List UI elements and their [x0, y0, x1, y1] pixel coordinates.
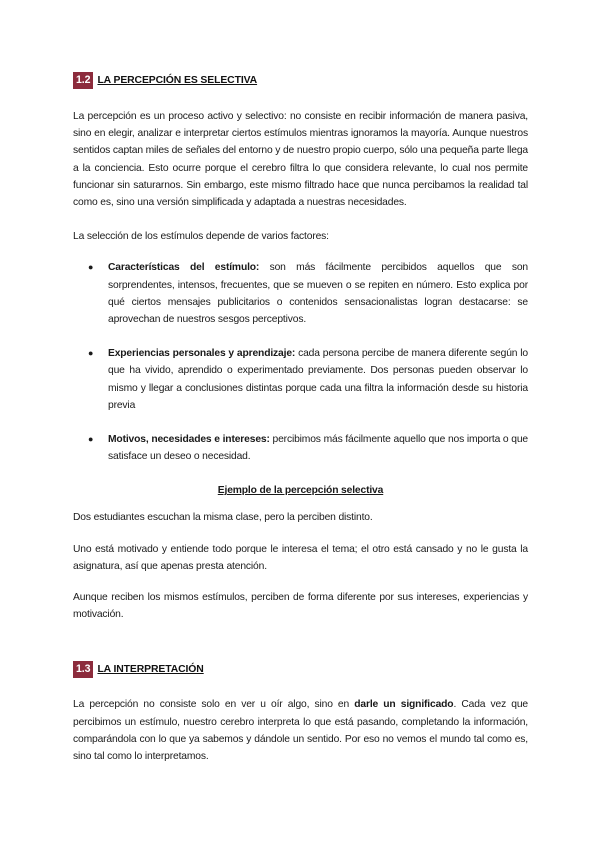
factor-text: cada persona percibe de manera diferente según lo que ha vivido, aprendido o experimentado previamente. Dos personas pueden observar lo mismo y llegar a conclusiones distintas porque cada una filtra la información desde su historia previa	[108, 348, 528, 411]
factor-term: Características del estímulo:	[108, 262, 260, 274]
example-paragraph: Dos estudiantes escuchan la misma clase, pero la perciben distinto.	[73, 512, 373, 524]
factor-text: son más fácilmente percibidos aquellos que son sorprendentes, intensos, frecuentes, que se mueven o se repiten en número. Esto explica por qué ciertos mensajes publicitarios o contenidos sensacionalistas logran destacarse: se aprovechan de nuestros sesgos perceptivos.	[108, 262, 528, 326]
text-run: . Cada vez que percibimos un estímulo, nuestro cerebro interpreta lo que está pasando, completando la información, comparándola con lo que ya sabemos y dándole un sentido. Por eso no vemos el mundo tal como es, sino tal como lo interpretamos.	[73, 699, 528, 763]
factor-paragraph	[108, 259, 528, 328]
section-number-badge: 1.3	[73, 661, 93, 678]
bullet-icon: ●	[88, 262, 94, 273]
example-paragraph: Uno está motivado y entiende todo porque le interesa el tema; el otro está cansado y no le gusta la asignatura, así que apenas presta atención.	[73, 543, 528, 572]
factor-paragraph	[108, 345, 528, 414]
section-title: LA PERCEPCIÓN ES SELECTIVA	[97, 75, 258, 86]
section-heading-1-3	[73, 661, 528, 678]
factor-term: Motivos, necesidades e intereses:	[108, 434, 270, 446]
example-paragraph: Aunque reciben los mismos estímulos, perciben de forma diferente por sus intereses, experiencias y motivación.	[73, 592, 528, 621]
factor-term: Experiencias personales y aprendizaje:	[108, 348, 296, 360]
section-title: LA INTERPRETACIÓN	[97, 664, 204, 676]
intro-paragraph: La percepción es un proceso activo y selectivo: no consiste en recibir información de manera pasiva, sino en elegir, analizar e interpretar ciertos estímulos mientras ignoramos la mayoría. Aunque nuestros sentidos captan miles de señales del entorno y de nuestro propio cuerpo, sólo una pequeña parte llega a la conciencia. Esto ocurre porque el cerebro filtra lo que considera relevante, lo cual nos permite funcionar sin saturarnos. Sin embargo, este mismo filtrado hace que nunca percibamos la realidad tal como es, sino una versión simplificada y adaptada a nuestras necesidades.	[73, 111, 528, 209]
list-item	[73, 345, 528, 414]
list-item	[73, 259, 528, 328]
text-run: La percepción no consiste solo en ver u oír algo, sino en	[73, 699, 355, 711]
example-title: Ejemplo de la percepción selectiva	[217, 485, 384, 497]
factors-list	[73, 259, 528, 465]
list-item	[73, 431, 528, 465]
factor-paragraph	[108, 431, 528, 465]
interpretation-paragraph	[73, 696, 528, 765]
bullet-icon: ●	[88, 434, 94, 445]
section-number-badge: 1.2	[73, 72, 93, 89]
factors-intro-paragraph: La selección de los estímulos depende de varios factores:	[73, 231, 329, 243]
section-heading-1-2	[73, 72, 528, 89]
bullet-icon: ●	[88, 348, 94, 359]
emphasis-text: darle un significado	[354, 699, 454, 711]
factor-text: percibimos más fácilmente aquello que nos importa o que satisface un deseo o necesidad.	[108, 434, 528, 463]
